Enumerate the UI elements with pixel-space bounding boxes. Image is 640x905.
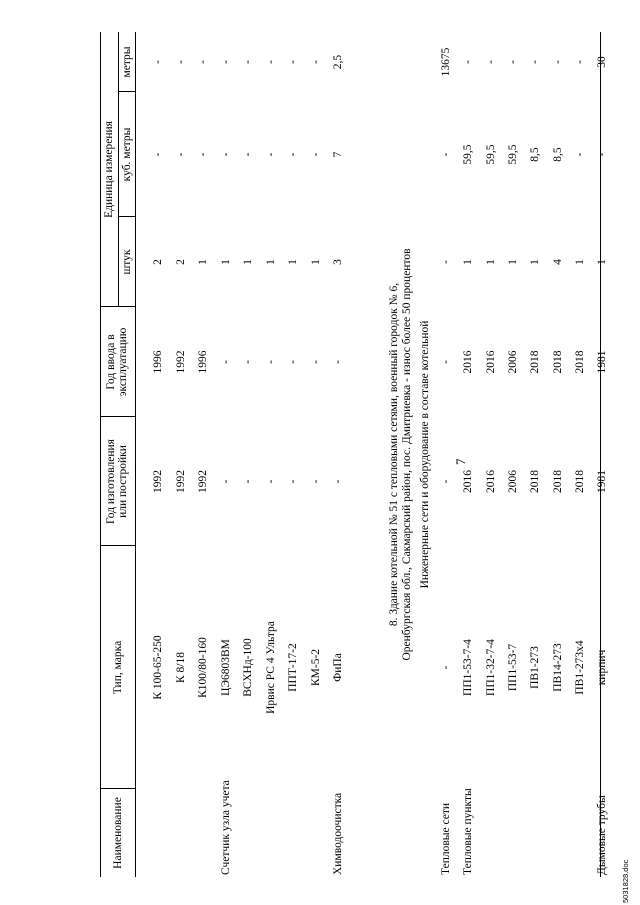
cell-meters: -	[309, 60, 322, 64]
cell-name: Химводоочистка	[332, 792, 344, 875]
cell-pcs: 1	[529, 259, 542, 265]
cell-start: -	[264, 360, 277, 364]
cell-made: 1992	[174, 470, 187, 493]
section-subheading: Инженерные сети и оборудование в составе котельной	[419, 320, 431, 589]
equipment-table	[100, 32, 609, 877]
cell-start: 2016	[462, 350, 475, 374]
cell-made: 2016	[462, 470, 475, 493]
cell-pcs: 1	[506, 259, 519, 265]
cell-made: 2018	[551, 470, 564, 493]
cell-pcs: 1	[197, 259, 209, 265]
cell-made: -	[309, 479, 322, 484]
cell-made: 2018	[573, 470, 586, 493]
cell-start: 1981	[596, 350, 609, 374]
cell-meters: -	[462, 60, 475, 64]
cell-name: Тепловые пункты	[462, 788, 475, 875]
cell-cubic: -	[264, 152, 277, 157]
cell-type: ППТ-17-2	[287, 643, 299, 692]
col-divider	[118, 91, 135, 92]
cell-type: ВСХНд-100	[242, 638, 254, 697]
cell-type: ПВ1-273	[529, 646, 542, 689]
section-title-line1: 8. Здание котельной № 51 с тепловыми сетями, военный городок № 6,	[388, 282, 400, 627]
cell-cubic: -	[242, 152, 254, 157]
cell-pcs: 1	[573, 259, 586, 265]
cell-type: ПВ14-273	[551, 643, 564, 692]
header-unit: Единица измерения	[103, 121, 115, 218]
header-type: Тип, марка	[112, 640, 124, 695]
cell-type: К 8/18	[174, 652, 187, 683]
cell-cubic: 7	[332, 151, 344, 158]
cell-type: кирпич	[596, 649, 609, 686]
cell-start: 2016	[484, 350, 497, 374]
cell-pcs: 1	[242, 259, 254, 265]
cell-made: -	[264, 479, 277, 484]
cell-made: -	[287, 479, 299, 484]
header-cubic: куб. метры	[121, 127, 133, 182]
cell-cubic: -	[440, 152, 452, 157]
cell-made: -	[440, 479, 452, 484]
header-name: Наименование	[112, 797, 124, 869]
page-number: 7	[453, 458, 468, 465]
cell-type: КМ-5-2	[309, 648, 322, 687]
cell-pcs: 1	[264, 259, 277, 265]
cell-type: К 100-65-250	[152, 635, 164, 700]
cell-cubic: 59,5	[462, 144, 475, 165]
cell-pcs: 3	[332, 259, 344, 265]
col-divider	[101, 306, 135, 307]
cell-meters: -	[551, 60, 564, 64]
cell-made: 1992	[152, 470, 164, 493]
header-year-start-line1: Год ввода в	[105, 334, 117, 390]
cell-made: 1992	[197, 470, 209, 493]
cell-cubic: -	[596, 152, 609, 157]
cell-pcs: 1	[309, 259, 322, 265]
cell-meters: -	[152, 60, 164, 64]
cell-start: -	[332, 360, 344, 364]
cell-made: -	[242, 479, 254, 484]
cell-pcs: 1	[484, 259, 497, 265]
col-divider	[101, 545, 135, 546]
cell-start: 2018	[551, 350, 564, 374]
cell-meters: -	[264, 60, 277, 64]
cell-cubic: 8,5	[551, 147, 564, 162]
cell-made: 2018	[529, 470, 542, 493]
cell-cubic: -	[309, 152, 322, 157]
cell-start: -	[219, 360, 232, 364]
cell-meters: -	[506, 60, 519, 64]
cell-start: -	[440, 360, 452, 364]
cell-made: -	[332, 479, 344, 484]
cell-meters: 30	[596, 56, 609, 68]
cell-start: -	[287, 360, 299, 364]
cell-pcs: 1	[596, 259, 609, 265]
col-divider	[101, 416, 135, 417]
cell-meters: -	[573, 60, 586, 64]
cell-pcs: 1	[462, 259, 475, 265]
cell-cubic: 8,5	[529, 147, 542, 162]
cell-pcs: 1	[287, 259, 299, 265]
cell-type: ПП1-53-7	[506, 643, 519, 692]
col-divider	[118, 216, 135, 217]
cell-start: 2018	[573, 350, 586, 374]
document-filename: 5031828.doc	[621, 859, 630, 903]
cell-cubic: -	[152, 152, 164, 157]
cell-made: 2016	[484, 470, 497, 493]
cell-cubic: -	[197, 152, 209, 157]
header-year-made	[105, 417, 129, 546]
cell-type: Ирвис РС 4 Ультра	[264, 621, 277, 714]
cell-made: 2006	[506, 470, 519, 493]
cell-type: ПВ1-273х4	[573, 640, 586, 695]
cell-made: 1981	[596, 470, 609, 493]
header-meters: метры	[121, 46, 133, 78]
cell-start: 1996	[197, 350, 209, 374]
cell-start: 2006	[506, 350, 519, 374]
cell-pcs: 1	[219, 259, 232, 265]
cell-type: К100/80-160	[197, 637, 209, 698]
cell-start: -	[242, 360, 254, 364]
cell-type: -	[440, 665, 452, 670]
cell-type: ЦЭ6803ВМ	[219, 639, 232, 696]
col-divider	[101, 788, 135, 789]
cell-cubic: -	[287, 152, 299, 157]
cell-cubic: 59,5	[484, 144, 497, 165]
cell-pcs: -	[440, 260, 452, 264]
header-year-start-line2: эксплуатацию	[117, 327, 129, 397]
cell-meters: -	[197, 60, 209, 64]
header-year-made-line2: или постройки	[117, 445, 129, 518]
cell-cubic: -	[174, 152, 187, 157]
cell-type: ПП1-53-7-4	[462, 639, 475, 696]
cell-cubic: -	[219, 152, 232, 157]
cell-meters: -	[219, 60, 232, 64]
cell-start: 2018	[529, 350, 542, 374]
cell-pcs: 4	[551, 259, 564, 265]
section-title-line2: Оренбургская обл., Сакмарский район, пос. Дмитриевка - износ более 50 процентов	[401, 248, 413, 661]
cell-meters: -	[484, 60, 497, 64]
cell-meters: -	[287, 60, 299, 64]
cell-start: 1996	[152, 350, 164, 374]
header-year-start	[105, 307, 129, 417]
cell-pcs: 2	[174, 259, 187, 265]
cell-meters: -	[242, 60, 254, 64]
cell-cubic: -	[573, 152, 586, 157]
cell-type: ПП1-32-7-4	[484, 639, 497, 696]
cell-meters: 13675	[440, 47, 452, 77]
unit-divider	[118, 32, 119, 307]
cell-meters: -	[174, 60, 187, 64]
cell-meters: 2,5	[332, 54, 344, 70]
cell-meters: -	[529, 60, 542, 64]
cell-name: Тепловые сети	[440, 803, 452, 875]
cell-cubic: 59,5	[506, 144, 519, 165]
cell-name: Счетчик узла учета	[219, 780, 232, 875]
cell-start: 1992	[174, 350, 187, 374]
header-year-made-line1: Год изготовления	[105, 439, 117, 524]
cell-pcs: 2	[152, 259, 164, 265]
cell-type: ФиПа	[332, 653, 344, 682]
cell-made: -	[219, 479, 232, 484]
cell-start: -	[309, 360, 322, 364]
header-pcs: штук	[121, 249, 133, 275]
cell-name: Дымовые трубы	[596, 795, 609, 875]
